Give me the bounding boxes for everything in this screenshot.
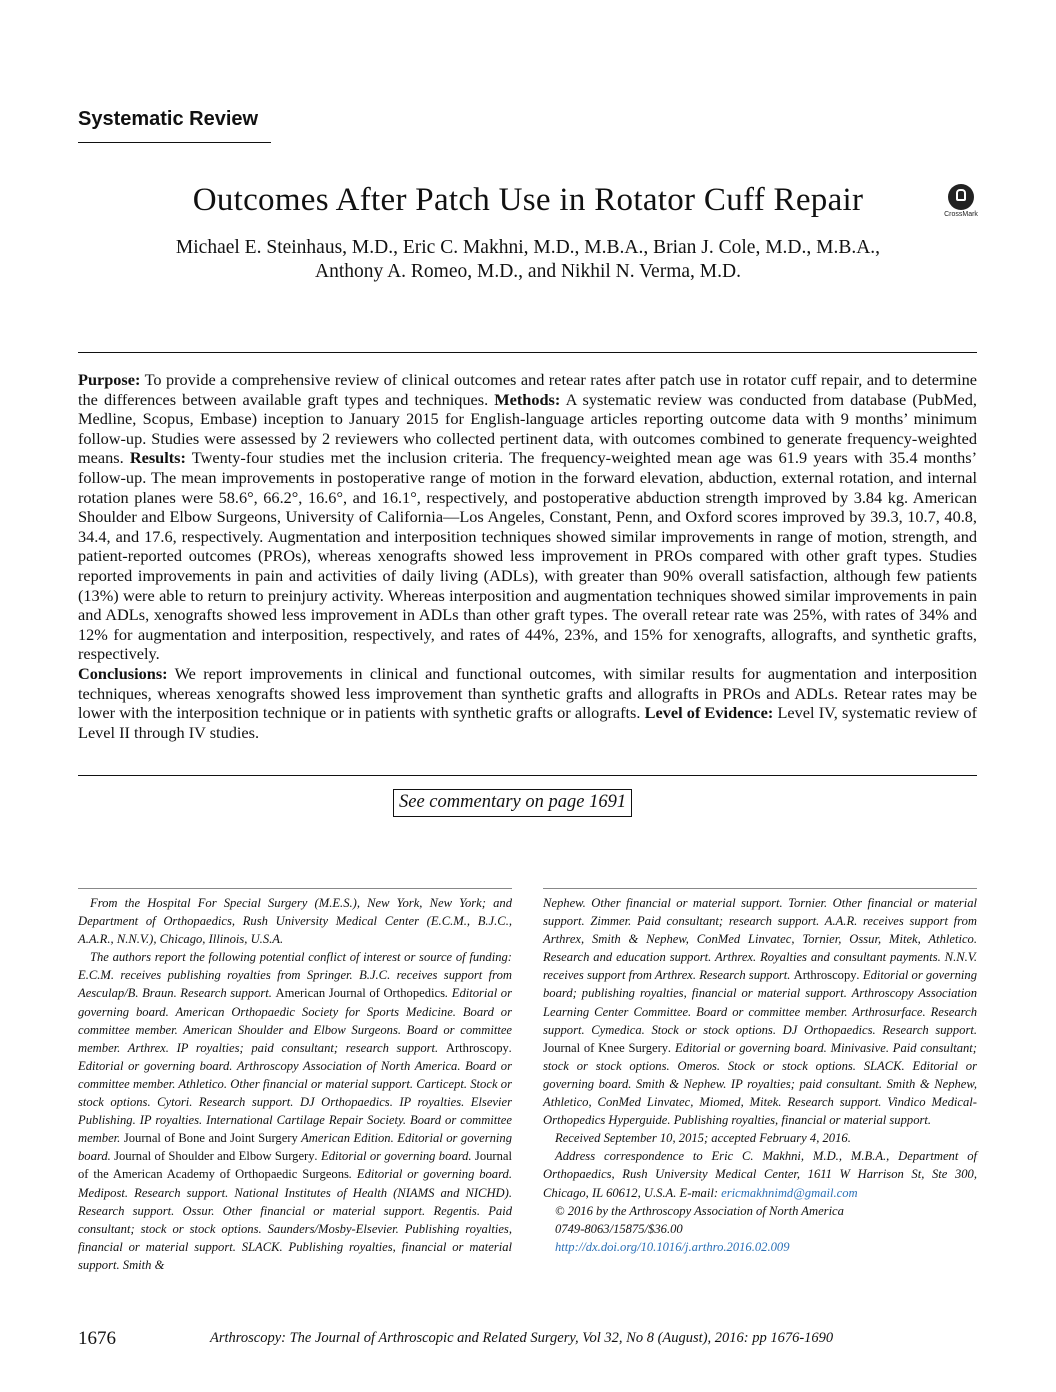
address-text: Address correspondence to Eric C. Makhni, M.D., M.B.A., Department of Orthopaedics, Rush University Medical Center, 1611 W Harrison St, Ste 300, Chicago, IL 60612, U.S.A. E-mail:	[543, 1149, 977, 1200]
coi-text-d: American Edition. Editorial or governing board.	[78, 1131, 512, 1164]
conflict-of-interest-note	[78, 948, 512, 1274]
article-title: Outcomes After Patch Use in Rotator Cuff Repair	[192, 182, 864, 218]
results-text: Twenty-four studies met the inclusion criteria. The frequency-weighted mean age was 61.9 years with 35.4 months’ follow-up. The mean improvements in postoperative range of motion in the forward elevation, abduction, external rotation, and internal rotation planes were 58.6°, 66.2°, 16.6°, and 16.1°, respectively, and postoperative abduction strength improved by 3.84 kg. American Shoulder and Elbow Surgeons, University of California—Los Angeles, Constant, Penn, and Oxford scores improved by 39.3, 10.7, 40.8, 34.4, and 17.6, respectively. Augmentation and interposition techniques showed similar improvements in range of motion, strength, and patient-reported outcomes (PROs), whereas xenografts showed less improvement in PROs compared with other graft types. Studies reported improvements in pain and activities of daily living (ADLs), with greater than 90% overall satisfaction, although few patients (13%) were able to return to preinjury activity. Whereas interposition and augmentation techniques showed similar improvements in pain and ADLs, xenografts showed less improvement in ADLs than other graft types. The overall retear rate was 25%, with rates of 34% and 12% for augmentation and interposition, respectively, and rates of 44%, 23%, and 15% for xenografts, allografts, and synthetic grafts, respectively.	[78, 448, 978, 664]
doi-note	[543, 1238, 977, 1256]
journal-name: American Journal of Orthopedics	[275, 986, 446, 1001]
crossmark-icon	[948, 184, 974, 210]
journal-name: Journal of Shoulder and Elbow Surgery	[114, 1149, 315, 1164]
conclusions-text: We report improvements in clinical and functional outcomes, with similar results for augmentation and interposition techniques, whereas xenografts showed less improvement than synthetic grafts and allografts in PROs and ADLs. Retear rates may be lower with the interposition technique or in patients with synthetic grafts or allografts.	[78, 663, 977, 723]
methods-text: A systematic review was conducted from database (PubMed, Medline, Scopus, Embase) inception to January 2015 for English-language articles reporting outcome data with 9 months’ minimum follow-up. Studies were assessed by 2 reviewers who collected pertinent data, with outcomes combined to generate frequency-weighted means.	[78, 389, 977, 468]
methods-label: Methods:	[494, 389, 561, 409]
journal-name: Arthroscopy	[445, 1040, 509, 1055]
coi-text-a: The authors report the following potential conflict of interest or source of funding: E.C.M. receives publishing royalties from Springer. B.J.C. receives support from Aesculap/B. Braun. Research support.	[78, 950, 512, 1001]
coi-text-c: . Editorial or governing board. Arthroscopy Association of North America. Board or committee member. Athletico. Other financial or material support. Carticept. Stock or stock options. Cytori. Research support. DJ Orthopaedics. IP royalties. Elsevier Publishing. IP royalties. International Cartilage Repair Society. Board or committee member.	[78, 1040, 512, 1146]
footnotes-left-column	[78, 894, 512, 1274]
affiliation-note: From the Hospital For Special Surgery (M.E.S.), New York, New York; and Department of Orthopaedics, Rush University Medical Center (E.C.M., B.J.C., A.A.R., N.N.V.), Chicago, Illinois, U.S.A.	[78, 896, 512, 947]
level-of-evidence-label: Level of Evidence:	[644, 703, 774, 723]
crossmark-badge[interactable]	[942, 184, 980, 218]
journal-name: Journal of Knee Surgery	[543, 1040, 669, 1055]
level-of-evidence-text: Level IV, systematic review of Level II through IV studies.	[78, 703, 977, 742]
crossmark-label: CrossMark	[944, 211, 978, 218]
coi-text-f: . Editorial or governing board. Medipost. Research support. National Institutes of Health (NIAMS and NICHD). Research support. Ossur. Other financial or material support. Regentis. Paid consultant; stock or stock options. Saunders/Mosby-Elsevier. Publishing royalties, financial or material support. SLACK. Publishing royalties, financial or material support. Smith &	[78, 1167, 512, 1272]
purpose-text: To provide a comprehensive review of clinical outcomes and retear rates after patch use in rotator cuff repair, and to determine the differences between available graft types and techniques.	[78, 370, 977, 409]
doi-link[interactable]: http://dx.doi.org/10.1016/j.arthro.2016.02.009	[555, 1239, 790, 1254]
copyright-note: © 2016 by the Arthroscopy Association of North America	[555, 1203, 844, 1218]
authors-line-2: Anthony A. Romeo, M.D., and Nikhil N. Verma, M.D.	[315, 261, 741, 282]
abstract-bottom-rule	[78, 775, 977, 776]
abstract	[78, 370, 977, 742]
journal-name: Journal of Bone and Joint Surgery	[123, 1131, 298, 1146]
footnotes-right-column	[543, 894, 977, 1256]
page-number: 1676	[78, 1328, 116, 1349]
correspondence-note	[543, 1147, 977, 1201]
commentary-box[interactable]: See commentary on page 1691	[393, 789, 632, 817]
conflict-of-interest-continued	[543, 894, 977, 1129]
coi-text-b: . Editorial or governing board. American Orthopaedic Society for Sports Medicine. Board or committee member. American Shoulder and Elbow Surgeons. Board or committee member. Arthrex. IP royalties; paid consultant; research support.	[78, 986, 513, 1055]
coi-text-g: Nephew. Other financial or material support. Tornier. Other financial or material support. Zimmer. Paid consultant; research support. A.A.R. receives support from Arthrex, Smith & Nephew, ConMed Linvatec, Tornier, Ossur, Mitek, Athletico. Research and education support. Arthrex. Royalties and consultant payments. N.N.V. receives support from Arthrex. Research support.	[543, 896, 977, 983]
email-link[interactable]: ericmakhnimd@gmail.com	[721, 1185, 858, 1200]
author-list	[90, 236, 966, 284]
issn-note: 0749-8063/15875/$36.00	[555, 1221, 683, 1236]
coi-text-h: . Editorial or governing board; publishing royalties, financial or material support. Arthroscopy Association Learning Center Committee. Board or committee member. Arthrosurface. Research support. Cymedica. Stock or stock options. DJ Orthopaedics. Research support.	[543, 968, 977, 1037]
coi-text-e: . Editorial or governing board.	[314, 1149, 475, 1164]
section-rule	[78, 142, 271, 143]
abstract-top-rule	[78, 352, 977, 353]
footnote-rule-left	[78, 888, 512, 889]
purpose-label: Purpose:	[78, 370, 141, 389]
results-label: Results:	[129, 448, 186, 468]
received-dates: Received September 10, 2015; accepted February 4, 2016.	[555, 1131, 851, 1146]
section-label: Systematic Review	[78, 108, 259, 130]
footnote-rule-right	[543, 888, 977, 889]
running-footer: Arthroscopy: The Journal of Arthroscopic and Related Surgery, Vol 32, No 8 (August), 2016: pp 1676-1690	[210, 1330, 834, 1346]
conclusions-label: Conclusions:	[78, 663, 168, 683]
coi-text-i: . Editorial or governing board. Minivasive. Paid consultant; stock or stock options. Omeros. Stock or stock options. SLACK. Editorial or governing board. Smith & Nephew. IP royalties; paid consultant. Smith & Nephew, Athletico, ConMed Linvatec, Miomed, Mitek. Research support. Vindico Medical-Orthopedics Hyperguide. Publishing royalties, financial or material support.	[543, 1040, 977, 1128]
journal-name: Arthroscopy	[793, 968, 857, 983]
authors-line-1: Michael E. Steinhaus, M.D., Eric C. Makhni, M.D., M.B.A., Brian J. Cole, M.D., M.B.A.,	[175, 237, 881, 258]
journal-name: Journal of the American Academy of Orthopaedic Surgeons	[78, 1149, 512, 1182]
